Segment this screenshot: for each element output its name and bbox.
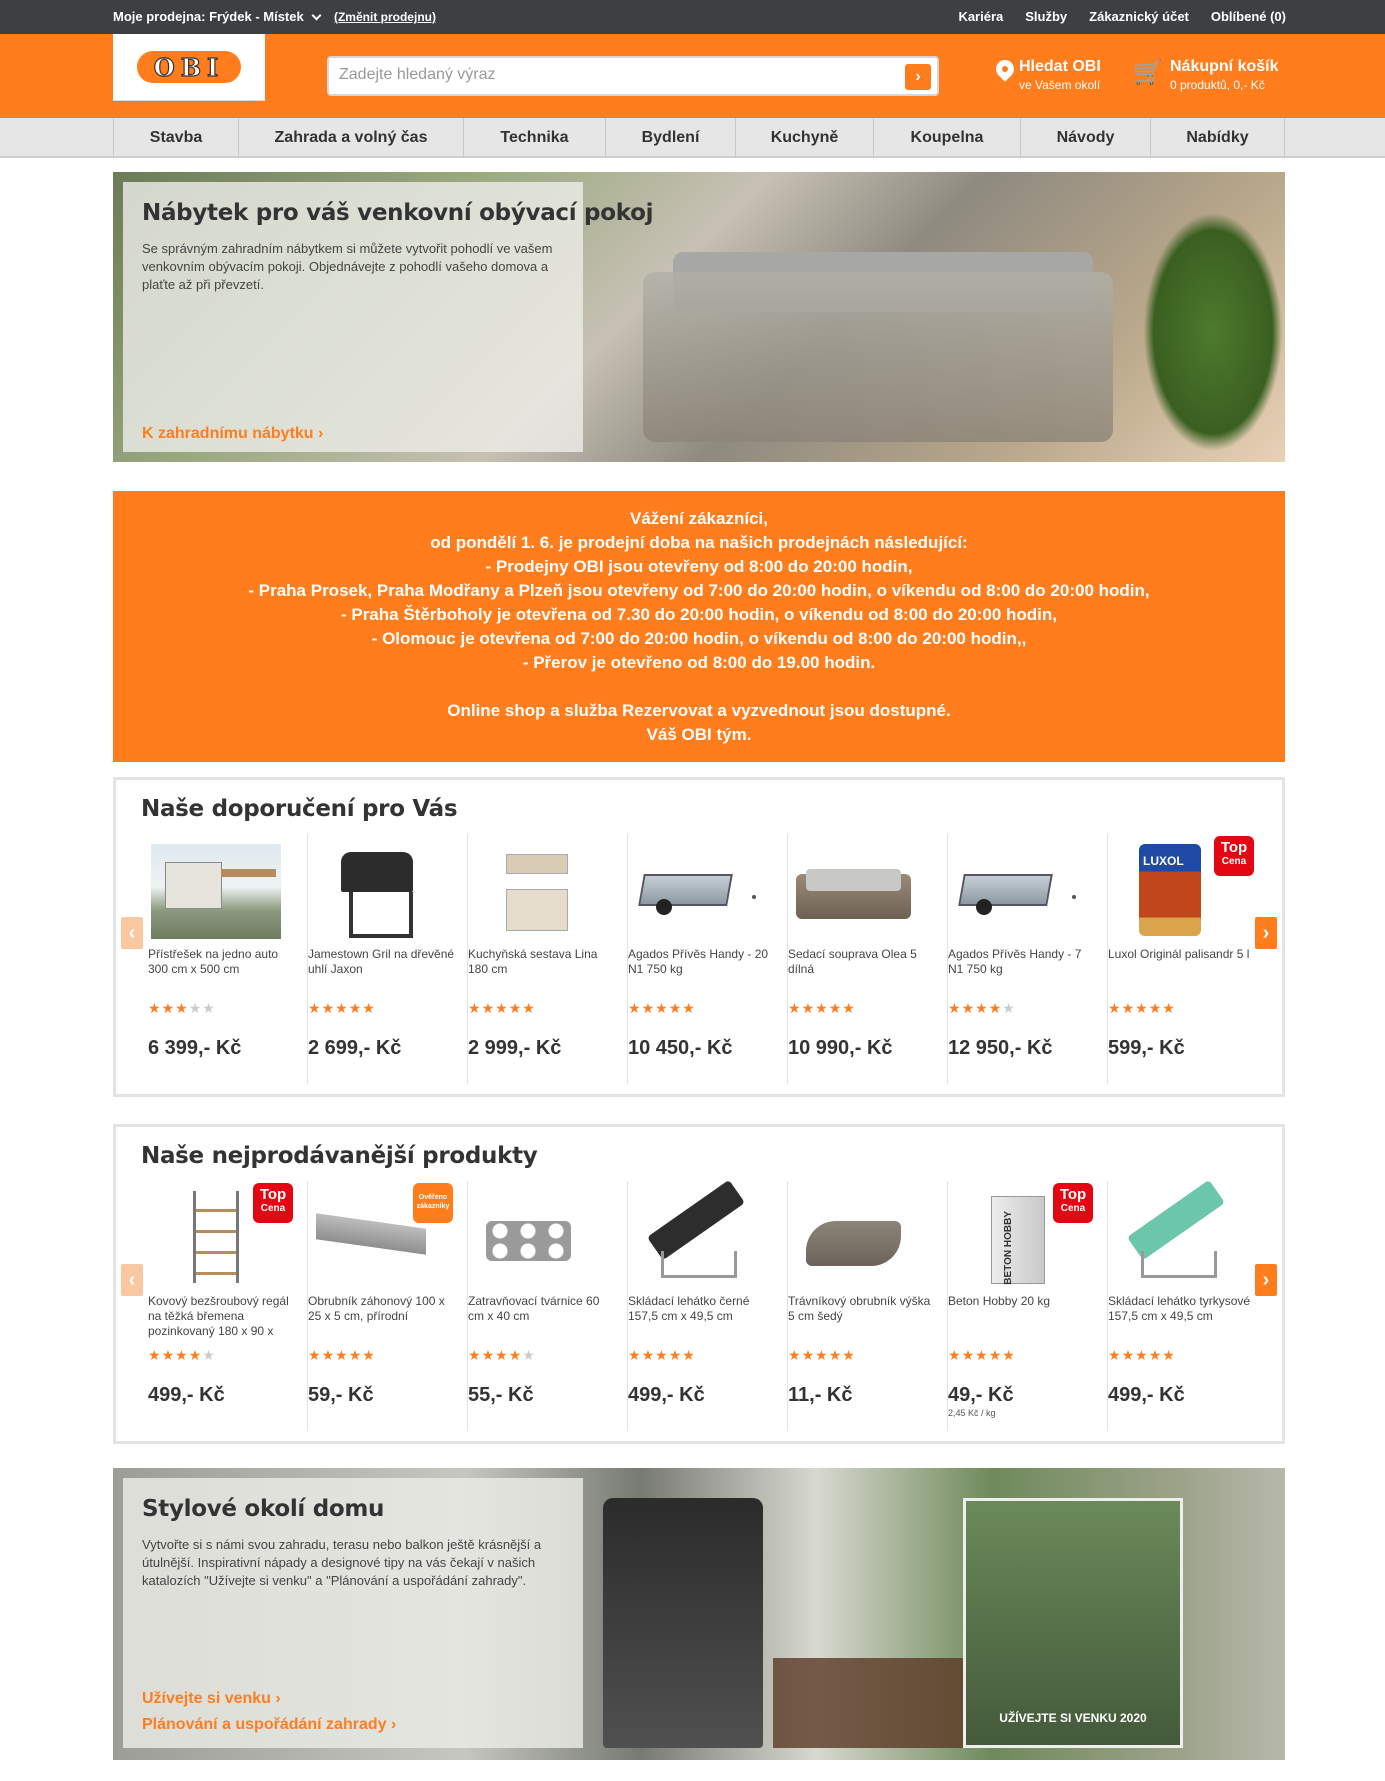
rating-stars [948, 1000, 1016, 1017]
stylish-banner[interactable] [113, 1468, 1285, 1760]
star-icon: ★ [481, 1000, 496, 1016]
carousel-prev-button[interactable]: ‹ [121, 917, 143, 949]
product-price: 2 699,- Kč [308, 1037, 402, 1059]
star-icon: ★ [628, 1347, 642, 1363]
star-icon: ★ [815, 1000, 829, 1016]
nav-item-stavba[interactable]: Stavba [113, 118, 238, 158]
stylish-description: Vytvořte si s námi svou zahradu, terasu nebo balkon ještě krásnější a útulnější. Inspirativní nápady a designové tipy na vás čekají v našich katalozích "Užívejte si venku" a "Plánování a uspořádání zahrady". [142, 1537, 542, 1588]
star-icon: ★ [481, 1347, 496, 1363]
product-card[interactable] [148, 834, 308, 1084]
product-price: 12 950,- Kč [948, 1037, 1053, 1059]
cart-icon: 🛒 [1133, 59, 1163, 86]
rating-stars [628, 1000, 696, 1017]
product-price: 499,- Kč [1108, 1384, 1185, 1406]
product-name[interactable]: Zatravňovací tvárnice 60 cm x 40 cm [468, 1294, 600, 1323]
product-price: 11,- Kč [788, 1384, 853, 1406]
product-card[interactable] [948, 1181, 1108, 1431]
customer-account-link[interactable]: Zákaznický účet [1089, 9, 1189, 24]
nav-item-bydleni[interactable]: Bydlení [605, 118, 735, 158]
product-price: 499,- Kč [148, 1384, 225, 1406]
star-icon: ★ [1148, 1000, 1163, 1016]
star-icon: ★ [988, 1000, 1003, 1016]
star-icon: ★ [655, 1000, 669, 1016]
stylish-title: Stylové okolí domu [142, 1496, 385, 1522]
rating-stars [628, 1347, 696, 1364]
hero-banner[interactable] [113, 172, 1285, 462]
header [0, 34, 1385, 118]
hero-sofa-image [643, 272, 1113, 442]
product-card[interactable] [1108, 834, 1268, 1084]
carousel-next-button[interactable]: › [1255, 917, 1277, 949]
star-icon: ★ [641, 1347, 656, 1363]
star-icon: ★ [202, 1000, 216, 1016]
enjoy-outdoors-link[interactable]: Užívejte si venku › [142, 1690, 281, 1707]
notice-line: - Přerov je otevřeno od 8:00 do 19.00 hodin. [522, 653, 876, 672]
product-name[interactable]: Kuchyňská sestava Lina 180 cm [468, 947, 598, 976]
career-link[interactable]: Kariéra [958, 9, 1004, 24]
hero-description: Se správným zahradním nábytkem si můžete vytvořit pohodlí ve vašem venkovním obývacím pokoji. Objednávejte z pohodlí vašeho domova a plaťte až při převzetí. [142, 241, 553, 292]
star-icon: ★ [362, 1347, 376, 1363]
star-icon: ★ [321, 1000, 336, 1016]
favorites-link[interactable]: Oblíbené (0) [1210, 9, 1286, 24]
star-icon: ★ [948, 1347, 962, 1363]
product-image[interactable] [1111, 1191, 1241, 1286]
badge-text: Top [1059, 1186, 1087, 1203]
rating-stars [948, 1347, 1016, 1364]
product-name[interactable]: Trávníkový obrubník výška 5 cm šedý [788, 1294, 931, 1323]
star-icon: ★ [961, 1000, 976, 1016]
product-name[interactable]: Skládací lehátko tyrkysové 157,5 cm x 49,5 cm [1108, 1294, 1251, 1323]
nav-item-navody[interactable]: Návody [1020, 118, 1150, 158]
garden-planning-link[interactable]: Plánování a uspořádání zahrady › [142, 1716, 397, 1733]
rating-stars [308, 1347, 376, 1364]
rating-stars [148, 1000, 216, 1017]
product-name[interactable]: Beton Hobby 20 kg [948, 1294, 1051, 1308]
product-card[interactable] [308, 1181, 468, 1431]
top-links [958, 9, 1286, 24]
notice-line: - Praha Prosek, Praha Modřany a Plzeň jsou otevřeny od 7:00 do 20:00 hodin, o víkendu od 8:00 do 20:00 hodin, [248, 581, 1150, 600]
star-icon: ★ [1002, 1000, 1016, 1016]
rating-stars [1108, 1347, 1176, 1364]
store-selector[interactable] [113, 9, 436, 24]
product-image[interactable] [791, 844, 921, 939]
star-icon: ★ [188, 1347, 203, 1363]
rating-stars [148, 1347, 216, 1364]
nav-item-koupelna[interactable]: Koupelna [873, 118, 1020, 158]
star-icon: ★ [348, 1000, 363, 1016]
star-icon: ★ [362, 1000, 376, 1016]
notice-line: - Praha Štěrboholy je otevřena od 7.30 do 20:00 hodin, o víkendu od 8:00 do 20:00 hodin, [340, 605, 1058, 624]
star-icon: ★ [975, 1000, 989, 1016]
product-name[interactable]: Sedací souprava Olea 5 dílná [788, 947, 917, 976]
star-icon: ★ [668, 1000, 683, 1016]
star-icon: ★ [468, 1347, 482, 1363]
star-icon: ★ [335, 1347, 349, 1363]
rating-stars [468, 1000, 536, 1017]
nav-item-zahrada[interactable]: Zahrada a volný čas [238, 118, 463, 158]
location-pin-icon [992, 56, 1017, 81]
bestsellers-carousel [148, 1181, 1268, 1431]
product-name[interactable]: Agados Přívěs Handy - 7 N1 750 kg [948, 947, 1082, 976]
logo-link[interactable] [113, 34, 265, 101]
star-icon: ★ [801, 1347, 816, 1363]
product-price: 599,- Kč [1108, 1037, 1185, 1059]
star-icon: ★ [788, 1000, 802, 1016]
product-name[interactable]: Kovový bezšroubový regál na těžká břemena pozinkovaný 180 x 90 x [148, 1294, 289, 1338]
product-card[interactable] [1108, 1181, 1268, 1431]
badge-text: Top [1220, 839, 1248, 856]
product-card[interactable] [308, 834, 468, 1084]
main-nav [0, 118, 1385, 158]
catalog-image[interactable] [963, 1498, 1183, 1748]
hero-title: Nábytek pro váš venkovní obývací pokoj [142, 200, 654, 226]
product-price: 6 399,- Kč [148, 1037, 242, 1059]
product-card[interactable] [468, 1181, 628, 1431]
garden-furniture-link[interactable]: K zahradnímu nábytku › [142, 425, 324, 442]
star-icon: ★ [508, 1347, 523, 1363]
badge-text: Cena [260, 1203, 286, 1214]
star-icon: ★ [655, 1347, 669, 1363]
star-icon: ★ [975, 1347, 989, 1363]
star-icon: ★ [522, 1347, 536, 1363]
star-icon: ★ [1135, 1000, 1149, 1016]
rating-stars [1108, 1000, 1176, 1017]
star-icon: ★ [801, 1000, 816, 1016]
carousel-prev-button[interactable]: ‹ [121, 1264, 143, 1296]
star-icon: ★ [1121, 1347, 1136, 1363]
notice-line: - Prodejny OBI jsou otevřeny od 8:00 do 20:00 hodin, [485, 557, 913, 576]
star-icon: ★ [815, 1347, 829, 1363]
recommended-carousel [148, 834, 1268, 1084]
star-icon: ★ [682, 1000, 696, 1016]
star-icon: ★ [495, 1347, 509, 1363]
star-icon: ★ [988, 1347, 1003, 1363]
star-icon: ★ [1002, 1347, 1016, 1363]
product-card[interactable] [148, 1181, 308, 1431]
star-icon: ★ [308, 1347, 322, 1363]
star-icon: ★ [1148, 1347, 1163, 1363]
product-name[interactable]: Skládací lehátko černé 157,5 cm x 49,5 cm [628, 1294, 750, 1323]
search-submit-button[interactable]: › [905, 64, 931, 90]
product-image[interactable] [951, 844, 1081, 939]
nav-item-nabidky[interactable]: Nabídky [1150, 118, 1285, 158]
product-card[interactable] [788, 1181, 948, 1431]
product-card[interactable] [628, 834, 788, 1084]
product-name[interactable]: Jamestown Gril na dřevěné uhlí Jaxon [308, 947, 455, 976]
opening-hours-notice [113, 491, 1285, 762]
star-icon: ★ [161, 1347, 176, 1363]
bestsellers-title: Naše nejprodávanější produkty [141, 1143, 538, 1169]
rating-stars [308, 1000, 376, 1017]
top-price-badge [1214, 836, 1254, 876]
notice-line [113, 675, 1285, 699]
product-price: 10 450,- Kč [628, 1037, 733, 1059]
star-icon: ★ [1162, 1347, 1176, 1363]
product-name[interactable]: Luxol Originál palisandr 5 l [1108, 947, 1250, 961]
star-icon: ★ [668, 1347, 683, 1363]
search-input[interactable] [339, 66, 879, 84]
nav-item-technika[interactable]: Technika [463, 118, 605, 158]
product-card[interactable] [468, 834, 628, 1084]
product-image[interactable] [151, 844, 281, 939]
notice-line: Online shop a služba Rezervovat a vyzvednout jsou dostupné. [447, 701, 951, 720]
product-price: 59,- Kč [308, 1384, 374, 1406]
star-icon: ★ [1108, 1347, 1122, 1363]
find-store-title: Hledat OBI [1019, 58, 1101, 75]
product-card[interactable] [628, 1181, 788, 1431]
nav-item-kuchyne[interactable]: Kuchyně [735, 118, 873, 158]
product-price: 499,- Kč [628, 1384, 705, 1406]
notice-line: - Olomouc je otevřena od 7:00 do 20:00 hodin, o víkendu od 8:00 do 20:00 hodin,, [371, 629, 1027, 648]
product-image[interactable] [791, 1191, 921, 1286]
star-icon: ★ [148, 1000, 162, 1016]
star-icon: ★ [641, 1000, 656, 1016]
recommended-title: Naše doporučení pro Vás [141, 796, 458, 822]
product-image[interactable] [471, 1191, 601, 1286]
star-icon: ★ [202, 1347, 216, 1363]
change-store-link[interactable]: (Změnit prodejnu) [333, 10, 436, 24]
star-icon: ★ [148, 1347, 162, 1363]
top-bar [0, 0, 1385, 34]
star-icon: ★ [495, 1000, 509, 1016]
product-card[interactable] [948, 834, 1108, 1084]
star-icon: ★ [842, 1347, 856, 1363]
star-icon: ★ [175, 1347, 189, 1363]
product-name[interactable]: Přístřešek na jedno auto 300 cm x 500 cm [148, 947, 279, 976]
stylish-text-panel [123, 1478, 583, 1748]
carousel-next-button[interactable]: › [1255, 1264, 1277, 1296]
product-price: 55,- Kč [468, 1384, 534, 1406]
star-icon: ★ [348, 1347, 363, 1363]
store-value[interactable]: Frýdek - Místek [209, 9, 304, 24]
rating-stars [788, 1000, 856, 1017]
star-icon: ★ [1121, 1000, 1136, 1016]
star-icon: ★ [628, 1000, 642, 1016]
star-icon: ★ [961, 1347, 976, 1363]
product-price: 2 999,- Kč [468, 1037, 562, 1059]
star-icon: ★ [1135, 1347, 1149, 1363]
top-price-badge [253, 1183, 293, 1223]
product-image[interactable] [631, 1191, 761, 1286]
star-icon: ★ [828, 1000, 843, 1016]
cart-title: Nákupní košík [1170, 58, 1279, 75]
notice-line: od pondělí 1. 6. je prodejní doba na našich prodejnách následující: [430, 533, 968, 552]
star-icon: ★ [335, 1000, 349, 1016]
star-icon: ★ [508, 1000, 523, 1016]
star-icon: ★ [842, 1000, 856, 1016]
unit-price: 2,45 Kč / kg [948, 1408, 996, 1418]
badge-text: Cena [1060, 1203, 1086, 1214]
rating-stars [468, 1347, 536, 1364]
star-icon: ★ [788, 1347, 802, 1363]
hero-text-panel [123, 182, 654, 452]
top-price-badge [1053, 1183, 1093, 1223]
star-icon: ★ [828, 1347, 843, 1363]
product-image[interactable] [471, 844, 601, 939]
search-box [327, 56, 939, 96]
star-icon: ★ [1108, 1000, 1122, 1016]
star-icon: ★ [682, 1347, 696, 1363]
product-name[interactable]: Agados Přívěs Handy - 20 N1 750 kg [628, 947, 769, 976]
product-image[interactable] [631, 844, 761, 939]
notice-line: Vážení zákazníci, [630, 509, 768, 528]
badge-text: Cena [1221, 856, 1247, 867]
badge-text: Top [259, 1186, 287, 1203]
notice-line: Váš OBI tým. [646, 725, 752, 744]
catalog-label: UŽÍVEJTE SI VENKU 2020 [999, 1711, 1147, 1725]
product-image[interactable] [311, 844, 441, 939]
find-store-subtitle: ve Vašem okolí [1019, 78, 1101, 92]
product-price: 10 990,- Kč [788, 1037, 893, 1059]
rating-stars [788, 1347, 856, 1364]
hero-plant-image [1143, 212, 1283, 452]
product-price: 49,- Kč [948, 1384, 1014, 1406]
star-icon: ★ [321, 1347, 336, 1363]
star-icon: ★ [308, 1000, 322, 1016]
star-icon: ★ [175, 1000, 189, 1016]
star-icon: ★ [948, 1000, 962, 1016]
bestsellers-section [113, 1124, 1285, 1444]
services-link[interactable]: Služby [1025, 9, 1068, 24]
star-icon: ★ [1162, 1000, 1176, 1016]
obi-logo: OBI [137, 51, 241, 83]
star-icon: ★ [188, 1000, 203, 1016]
cart-summary: 0 produktů, 0,- Kč [1170, 78, 1265, 92]
chevron-down-icon[interactable] [312, 11, 322, 21]
product-card[interactable] [788, 834, 948, 1084]
star-icon: ★ [468, 1000, 482, 1016]
star-icon: ★ [161, 1000, 176, 1016]
recommended-section [113, 777, 1285, 1097]
product-name[interactable]: Obrubník záhonový 100 x 25 x 5 cm, přírodní [308, 1294, 445, 1323]
customer-verified-badge: Ověřeno zákazníky [413, 1183, 453, 1223]
store-label: Moje prodejna: [113, 9, 206, 24]
star-icon: ★ [522, 1000, 536, 1016]
grill-image [603, 1498, 763, 1748]
